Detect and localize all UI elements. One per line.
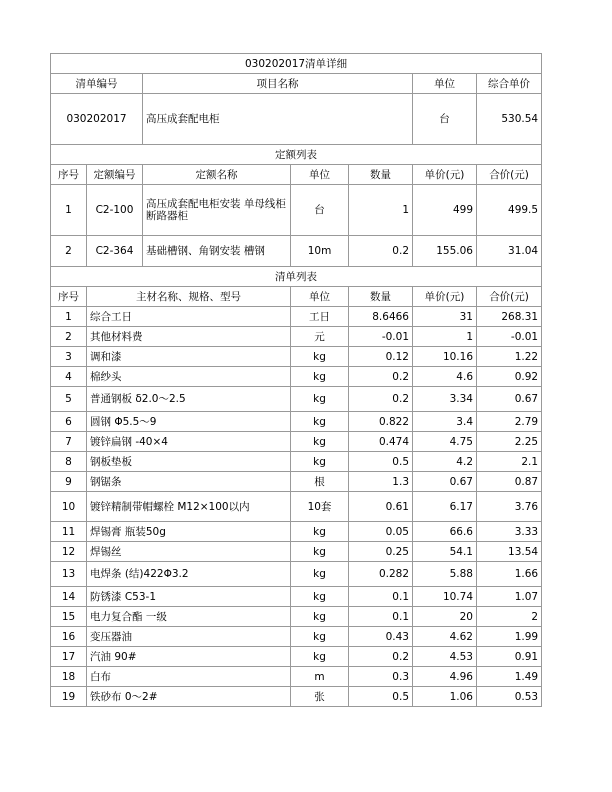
material-seq: 5 [51,387,87,412]
sheet-title: 030202017清单详细 [51,54,542,74]
list-name-header: 项目名称 [143,74,413,94]
material-price: 4.96 [413,667,477,687]
material-qty: 0.3 [349,667,413,687]
material-price: 4.75 [413,432,477,452]
material-total: 0.87 [477,472,542,492]
material-price: 66.6 [413,522,477,542]
material-total: 3.76 [477,492,542,522]
material-row [51,367,542,387]
quota-unit: 10m [291,236,349,267]
list-name-value: 高压成套配电柜 [143,94,413,145]
material-qty: 0.61 [349,492,413,522]
material-name: 变压器油 [87,627,291,647]
material-row [51,627,542,647]
material-seq: 8 [51,452,87,472]
material-unit: kg [291,627,349,647]
quota-name: 基础槽钢、角钢安装 槽钢 [143,236,291,267]
material-total: 1.66 [477,562,542,587]
material-row [51,687,542,707]
quota-unit: 台 [291,185,349,236]
material-total: 0.67 [477,387,542,412]
material-seq: 19 [51,687,87,707]
material-seq: 3 [51,347,87,367]
material-row [51,562,542,587]
material-total-header: 合价(元) [477,287,542,307]
material-qty: 0.5 [349,687,413,707]
material-total: 0.92 [477,367,542,387]
material-name: 综合工日 [87,307,291,327]
material-name: 镀锌扁钢 -40×4 [87,432,291,452]
material-name: 汽油 90# [87,647,291,667]
material-total: 0.53 [477,687,542,707]
material-name: 钢板垫板 [87,452,291,472]
material-name: 防锈漆 C53-1 [87,587,291,607]
material-seq: 14 [51,587,87,607]
material-price-header: 单价(元) [413,287,477,307]
material-price: 3.34 [413,387,477,412]
material-seq: 15 [51,607,87,627]
material-row [51,347,542,367]
material-qty: 0.282 [349,562,413,587]
material-price: 0.67 [413,472,477,492]
material-seq: 12 [51,542,87,562]
material-qty: 0.25 [349,542,413,562]
material-seq: 16 [51,627,87,647]
material-qty: 0.1 [349,587,413,607]
quota-total-header: 合价(元) [477,165,542,185]
list-code-value: 030202017 [51,94,143,145]
material-total: 1.07 [477,587,542,607]
material-row [51,667,542,687]
material-unit: kg [291,562,349,587]
material-price: 20 [413,607,477,627]
quota-code-header: 定额编号 [87,165,143,185]
material-row [51,307,542,327]
quota-price: 499 [413,185,477,236]
material-name: 电焊条 (结)422Φ3.2 [87,562,291,587]
material-name: 普通钢板 δ2.0～2.5 [87,387,291,412]
list-price-header: 综合单价 [477,74,542,94]
material-price: 10.74 [413,587,477,607]
material-unit: 10套 [291,492,349,522]
quota-price-header: 单价(元) [413,165,477,185]
list-price-value: 530.54 [477,94,542,145]
quota-name: 高压成套配电柜安装 单母线柜 断路器柜 [143,185,291,236]
material-row [51,452,542,472]
list-unit-value: 台 [413,94,477,145]
material-row [51,412,542,432]
material-row [51,327,542,347]
material-seq: 9 [51,472,87,492]
material-unit: kg [291,542,349,562]
material-seq: 11 [51,522,87,542]
material-unit: 元 [291,327,349,347]
material-seq: 1 [51,307,87,327]
material-row [51,522,542,542]
material-seq: 13 [51,562,87,587]
material-name: 铁砂布 0～2# [87,687,291,707]
material-section-title: 清单列表 [51,267,542,287]
material-unit: m [291,667,349,687]
material-total: 268.31 [477,307,542,327]
quota-section-title: 定额列表 [51,145,542,165]
material-total: 1.49 [477,667,542,687]
material-name: 镀锌精制带帽螺栓 M12×100以内 [87,492,291,522]
material-unit: kg [291,607,349,627]
material-row [51,587,542,607]
material-seq: 10 [51,492,87,522]
material-total: 2 [477,607,542,627]
material-price: 10.16 [413,347,477,367]
quota-name-header: 定额名称 [143,165,291,185]
material-unit: kg [291,412,349,432]
material-seq: 18 [51,667,87,687]
material-name: 白布 [87,667,291,687]
material-name: 调和漆 [87,347,291,367]
material-seq: 4 [51,367,87,387]
material-name: 电力复合酯 一级 [87,607,291,627]
material-row [51,492,542,522]
material-seq: 17 [51,647,87,667]
material-name-header: 主材名称、规格、型号 [87,287,291,307]
material-qty: 0.2 [349,387,413,412]
material-total: 2.79 [477,412,542,432]
quota-price: 155.06 [413,236,477,267]
material-total: 1.99 [477,627,542,647]
material-name: 其他材料费 [87,327,291,347]
quota-unit-header: 单位 [291,165,349,185]
quota-seq: 1 [51,185,87,236]
material-name: 焊锡丝 [87,542,291,562]
material-unit: kg [291,347,349,367]
material-unit: kg [291,432,349,452]
material-name: 钢锯条 [87,472,291,492]
material-total: 13.54 [477,542,542,562]
material-row [51,542,542,562]
material-price: 31 [413,307,477,327]
quota-row [51,236,542,267]
material-qty: 1.3 [349,472,413,492]
material-price: 4.62 [413,627,477,647]
quota-code: C2-364 [87,236,143,267]
material-row [51,472,542,492]
material-qty: 0.5 [349,452,413,472]
material-unit: kg [291,587,349,607]
material-unit: 张 [291,687,349,707]
material-total: 1.22 [477,347,542,367]
material-row [51,387,542,412]
material-price: 3.4 [413,412,477,432]
material-price: 54.1 [413,542,477,562]
material-qty: 0.1 [349,607,413,627]
material-qty: 0.43 [349,627,413,647]
material-seq: 7 [51,432,87,452]
material-unit: 根 [291,472,349,492]
quota-total: 499.5 [477,185,542,236]
material-qty-header: 数量 [349,287,413,307]
material-qty: 0.2 [349,367,413,387]
material-seq-header: 序号 [51,287,87,307]
material-qty: -0.01 [349,327,413,347]
material-total: 2.25 [477,432,542,452]
material-row [51,607,542,627]
material-qty: 0.474 [349,432,413,452]
quota-qty: 1 [349,185,413,236]
quota-qty: 0.2 [349,236,413,267]
material-unit: kg [291,367,349,387]
quota-total: 31.04 [477,236,542,267]
quota-seq: 2 [51,236,87,267]
material-unit: 工日 [291,307,349,327]
material-price: 4.2 [413,452,477,472]
list-code-header: 清单编号 [51,74,143,94]
material-unit-header: 单位 [291,287,349,307]
material-name: 棉纱头 [87,367,291,387]
material-price: 1 [413,327,477,347]
material-qty: 0.05 [349,522,413,542]
material-qty: 0.2 [349,647,413,667]
material-total: -0.01 [477,327,542,347]
material-row [51,432,542,452]
material-unit: kg [291,522,349,542]
material-qty: 8.6466 [349,307,413,327]
material-unit: kg [291,452,349,472]
material-price: 4.6 [413,367,477,387]
material-qty: 0.12 [349,347,413,367]
material-name: 圆钢 Φ5.5～9 [87,412,291,432]
quota-code: C2-100 [87,185,143,236]
material-price: 6.17 [413,492,477,522]
detail-table [50,53,542,707]
material-name: 焊锡膏 瓶装50g [87,522,291,542]
material-seq: 2 [51,327,87,347]
material-row [51,647,542,667]
quota-seq-header: 序号 [51,165,87,185]
material-unit: kg [291,387,349,412]
quota-row [51,185,542,236]
material-total: 3.33 [477,522,542,542]
quota-qty-header: 数量 [349,165,413,185]
material-total: 2.1 [477,452,542,472]
material-qty: 0.822 [349,412,413,432]
material-total: 0.91 [477,647,542,667]
material-seq: 6 [51,412,87,432]
material-price: 4.53 [413,647,477,667]
material-unit: kg [291,647,349,667]
material-price: 5.88 [413,562,477,587]
material-price: 1.06 [413,687,477,707]
list-unit-header: 单位 [413,74,477,94]
